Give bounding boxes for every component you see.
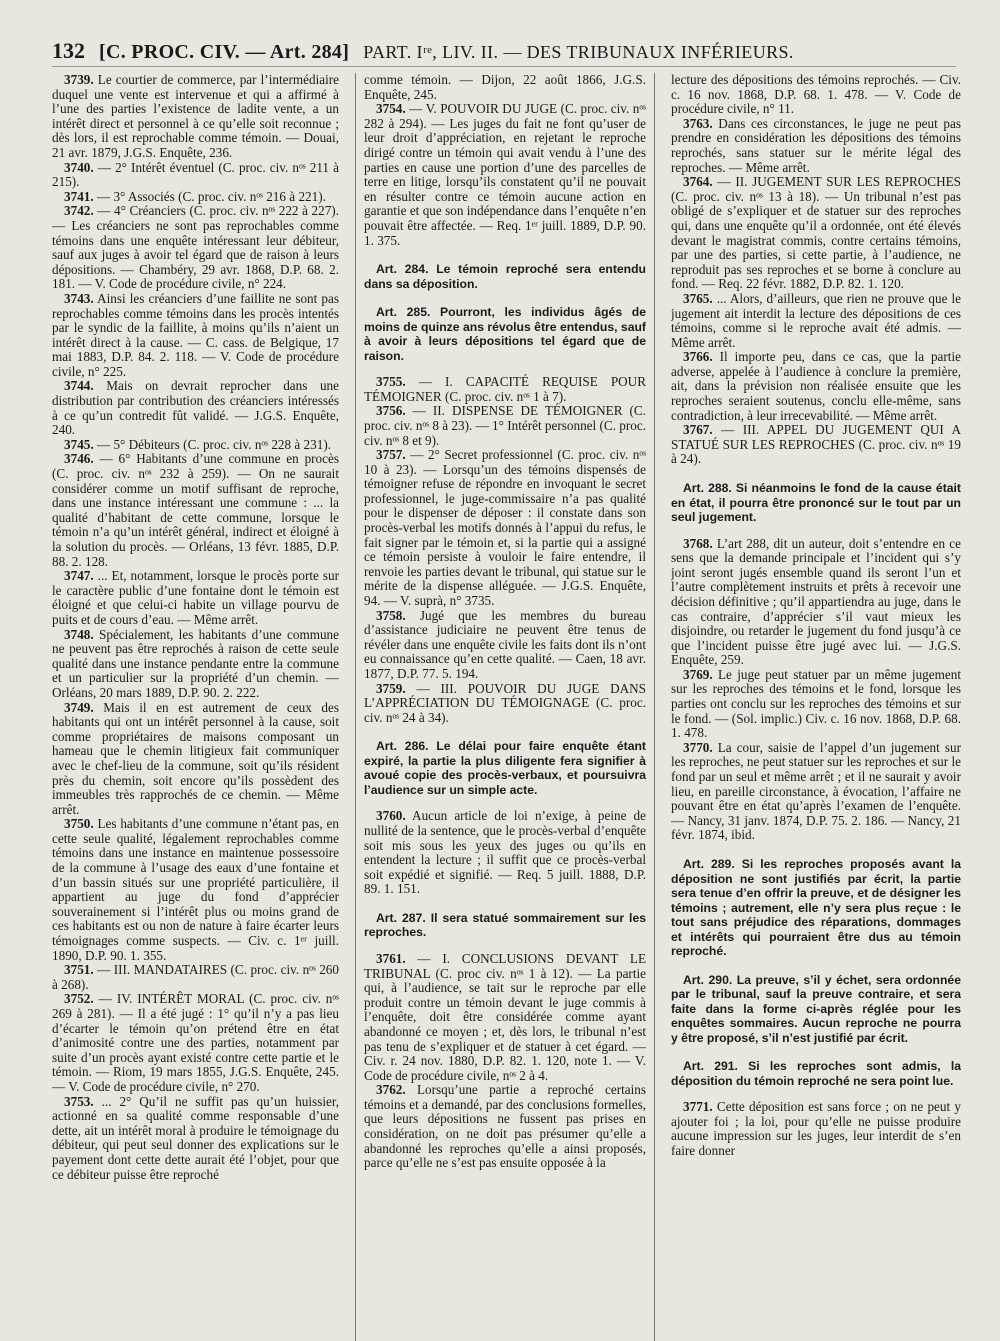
paragraph-text: — 5° Débiteurs (C. proc. civ. nᵒˢ 228 à 231). xyxy=(93,436,332,452)
paragraph-number: 3739. xyxy=(64,73,94,87)
paragraph-number: 3768. xyxy=(683,535,713,551)
paragraph-text: — I. CAPACITÉ REQUISE POUR TÉMOIGNER (C. proc. civ. nᵒˢ 1 à 7). xyxy=(364,374,646,404)
numbered-paragraph xyxy=(364,375,646,404)
page-number: 132 xyxy=(52,38,85,63)
paragraph-text: Cette déposition est sans force ; on ne peut y ajouter foi ; la loi, pour qu’elle ne puisse produire aucune impression sur les juges, leur interdit de s’en faire donner xyxy=(671,1099,961,1158)
paragraph-number: 3762. xyxy=(376,1082,406,1098)
paragraph-text: — II. DISPENSE DE TÉMOIGNER (C. proc. civ. nᵒˢ 8 à 23). — 1° Intérêt personnel (C. proc. civ. nᵒˢ 8 et 9). xyxy=(364,403,647,448)
article-286: Art. 286. Le délai pour faire enquête étant expiré, la partie la plus diligente fera signifier à avoué copie des procès-verbaux, et poursuivra l’audience sur un simple acte. xyxy=(364,739,646,797)
paragraph-number: 3744. xyxy=(64,378,94,394)
header-code-reference: [C. PROC. CIV. — Art. 284] xyxy=(99,41,350,63)
article-289: Art. 289. Si les reproches proposés avant la déposition ne sont justifiés par écrit, la partie sera tenue d’en offrir la preuve, et de désigner les témoins ; autrement, elle n’y sera plus reçue : le tout sans préjudice des réparations, dommages et intérêts qui pourraient être dus au témoin reproché. xyxy=(671,857,961,958)
numbered-paragraph xyxy=(671,423,961,467)
paragraph-number: 3771. xyxy=(683,1099,713,1114)
paragraph-text: Il importe peu, dans ce cas, que la partie adverse, appelée à l’audience à conclure la première, ait, dans la prévision non réalisée ensuite que les reproches seraient soutenus, conclu elle-même, sans contradiction, à leur irrecevabilité. — Même arrêt. xyxy=(671,349,961,423)
paragraph-text: L’art 288, dit un auteur, doit s’entendre en ce sens que la demande principale et l’incident qui s’y joint seront jugés ensemble quand ils seront l’un et l’autre complètement instruits et prêts à recevoir une décision définitive ; qu’il appartiendra au juge, dans le cas contraire, d’apprécier s’il vaut mieux les disjoindre, ou retarder le jugement du fond jusqu’à ce que l’incident puisse être jugé avec lui. — J.G.S. Enquête, 259. xyxy=(671,535,961,668)
paragraph-group xyxy=(364,375,646,725)
numbered-paragraph xyxy=(52,963,339,992)
paragraph-text: Le juge peut statuer par un même jugement sur les reproches des témoins et le fond, lorsque les parties ont conclu sur les reproches des témoins et sur le fond. — (Sol. implic.) Civ. c. 16 nov. 1868, D.P. 68. 1. 478. xyxy=(671,666,961,741)
numbered-paragraph xyxy=(671,1100,961,1158)
running-header xyxy=(52,38,956,67)
text-columns xyxy=(52,73,961,1341)
paragraph-text: — III. POUVOIR DU JUGE DANS L’APPRÉCIATION DU TÉMOIGNAGE (C. proc. civ. nᵒˢ 24 à 34). xyxy=(364,680,646,725)
paragraph-number: 3742. xyxy=(64,203,94,219)
article-288: Art. 288. Si néanmoins le fond de la cause était en état, il pourra être prononcé sur le tout par un seul jugement. xyxy=(671,481,961,525)
paragraph-text: Spécialement, les habitants d’une commune ne peuvent pas être reprochés à raison de cette seule qualité dans une instance pendante entre la commune et un particulier sur la propriété d’un chemin. — Orléans, 20 mars 1889, D.P. 90. 2. 222. xyxy=(52,626,339,700)
paragraph-number: 3759. xyxy=(376,680,406,696)
paragraph-text: Aucun article de loi n’exige, à peine de nullité de la sentence, que le procès-verbal d’enquête soit mis sous les yeux des juges ou qu’ils en entendent la lecture ; il suffit que ce procès-verbal soit expédié et signifié. — Req. 5 juill. 1888, D.P. 89. 1. 151. xyxy=(364,808,646,897)
paragraph-group xyxy=(671,117,961,467)
numbered-paragraph xyxy=(671,350,961,423)
article-290: Art. 290. La preuve, s’il y échet, sera ordonnée par le tribunal, sauf la preuve contraire, et sera faite dans la forme ci-après réglée pour les enquêtes sommaires. Aucun reproche ne pourra y être proposé, s’il n’est justifié par écrit. xyxy=(671,972,961,1045)
numbered-paragraph xyxy=(52,204,339,292)
numbered-paragraph xyxy=(52,379,339,437)
paragraph-number: 3741. xyxy=(64,188,94,204)
paragraph-text: — IV. INTÉRÊT MORAL (C. proc. civ. nᵒˢ 269 à 281). — Il a été jugé : 1° qu’il n’y a pas lieu d’écarter le témoin qu’on prétend être en état d’animosité contre une des parties, notamment par suite d’un procès ayant existé contre cette partie et le témoin. — Riom, 19 mars 1855, J.G.S. Enquête, 245. — V. Code de procédure civile, n° 270. xyxy=(52,991,339,1094)
paragraph-number: 3758. xyxy=(376,607,406,623)
paragraph-text: Ainsi les créanciers d’une faillite ne sont pas reprochables comme témoins dans les procès intentés par le syndic de la faillite, à moins qu’ils n’aient un intérêt direct à la cause. — C. cass. de Belgique, 17 mai 1883, D.P. 84. 2. 118. — V. Code de procédure civile, n° 225. xyxy=(52,290,339,379)
numbered-paragraph xyxy=(364,448,646,609)
paragraph-number: 3760. xyxy=(376,808,406,824)
numbered-paragraph xyxy=(671,537,961,668)
paragraph-group xyxy=(364,102,646,248)
paragraph-number: 3740. xyxy=(64,159,94,175)
paragraph-text: Lorsqu’une partie a reproché certains témoins et a demandé, par des conclusions formelles, que leurs dépositions ne fussent pas prises en considération, on ne doit pas présumer qu’elle a abandonné les reproches qu’elle a ainsi proposés, parce qu’elle ne s’est pas ensuite opposée à la xyxy=(364,1082,646,1171)
paragraph-group xyxy=(364,809,646,897)
numbered-paragraph xyxy=(52,452,339,569)
article-291: Art. 291. Si les reproches sont admis, la déposition du témoin reproché ne sera point lue. xyxy=(671,1059,961,1088)
numbered-paragraph xyxy=(364,102,646,248)
numbered-paragraph xyxy=(52,817,339,963)
numbered-paragraph xyxy=(364,404,646,448)
paragraph-text: — 3° Associés (C. proc. civ. nᵒˢ 216 à 221). xyxy=(93,188,326,204)
paragraph-text: Mais il en est autrement de ceux des habitants qui ont un intérêt personnel à la cause, soit comme propriétaires de maisons composant un hameau que le chemin litigieux fait communiquer avec le chef-lieu de la commune, soit qu’ils résident près du chemin, soit encore qu’ils possèdent des immeubles très rapprochés de ce chemin. — Même arrêt. xyxy=(52,699,339,817)
paragraph-number: 3743. xyxy=(64,290,94,306)
paragraph-number: 3767. xyxy=(683,422,713,438)
paragraph-group xyxy=(671,537,961,843)
numbered-paragraph xyxy=(52,628,339,701)
paragraph-text: — 2° Secret professionnel (C. proc. civ. nᵒˢ 10 à 23). — Lorsqu’un des témoins dispensés de témoigner refuse de répondre en invoquant le secret professionnel, le juge-commissaire n’a pas qualité pour le dispenser de déposer : il constate dans son procès-verbal les motifs donnés à l’appui du refus, le fait signer par le témoin et, si la partie qui a assigné ce témoin persiste à vouloir le faire entendre, il renvoie les parties devant le tribunal, qui statue sur le mérite de la dispense alléguée. — J.G.S. Enquête, 94. — V. suprà, n° 3735. xyxy=(364,447,646,609)
numbered-paragraph xyxy=(52,1095,339,1183)
paragraph-number: 3763. xyxy=(683,115,713,131)
paragraph-number: 3764. xyxy=(683,174,713,190)
header-section-title: PART. Iʳᵉ, LIV. II. — DES TRIBUNAUX INFÉRIEURS. xyxy=(363,42,794,62)
numbered-paragraph xyxy=(364,682,646,726)
continued-paragraph: lecture des dépositions des témoins reprochés. — Civ. c. 16 nov. 1868, D.P. 68. 1. 478. — V. Code de procédure civile, n° 11. xyxy=(671,73,961,117)
paragraph-text: Mais on devrait reprocher dans une distribution par contribution des créanciers intéressés à ce qu’un contredit fût validé. — J.G.S. Enquête, 240. xyxy=(52,378,339,438)
paragraph-number: 3748. xyxy=(64,626,94,642)
paragraph-text: — 2° Intérêt éventuel (C. proc. civ. nᵒˢ 211 à 215). xyxy=(52,159,339,190)
paragraph-text: — I. CONCLUSIONS DEVANT LE TRIBUNAL (C. proc civ. nᵒˢ 1 à 12). — La partie qui, à l’audience, se tait sur le reproche par elle produit contre un témoin devant le juge commis à l’enquête, doit être considérée comme ayant abandonné ce moyen ; et, dès lors, le tribunal n’est pas tenu de s’expliquer et de statuer à cet égard. — Civ. r. 24 nov. 1880, D.P. 82. 1. 120, note 1. — V. Code de procédure civile, nᵒˢ 2 à 4. xyxy=(364,950,646,1083)
paragraph-number: 3754. xyxy=(376,101,406,117)
numbered-paragraph xyxy=(52,161,339,190)
paragraph-number: 3755. xyxy=(376,374,406,390)
numbered-paragraph xyxy=(364,1083,646,1171)
paragraph-text: ... Alors, d’ailleurs, que rien ne prouve que le jugement ait interdit la lecture des dépositions de ces témoins, comme si le reproche avait été admis. — Même arrêt. xyxy=(671,290,961,350)
numbered-paragraph xyxy=(364,952,646,1083)
paragraph-text: — II. JUGEMENT SUR LES REPROCHES (C. proc. civ. nᵒˢ 13 à 18). — Un tribunal n’est pas obligé de s’expliquer et de statuer sur des reproches qui, dans une enquête qu’il a ordonnée, ont été élevés devant le magistrat commis, contre certains témoins, par une des parties, si cette partie, à l’audience, ne reproduit pas ses reproches et se borne à conclure au fond. — Req. 22 févr. 1882, D.P. 82. 1. 120. xyxy=(671,174,961,292)
column-middle xyxy=(355,73,655,1341)
article-287: Art. 287. Il sera statué sommairement sur les reproches. xyxy=(364,910,646,940)
numbered-paragraph xyxy=(671,741,961,843)
paragraph-text: Dans ces circonstances, le juge ne peut pas prendre en considération les dépositions des témoins reprochés, sans statuer sur le mérite légal des reproches. — Même arrêt. xyxy=(671,115,961,175)
numbered-paragraph xyxy=(52,701,339,818)
numbered-paragraph xyxy=(364,809,646,897)
numbered-paragraph xyxy=(671,668,961,741)
numbered-paragraph xyxy=(52,438,339,453)
numbered-paragraph xyxy=(52,292,339,380)
paragraph-text: — III. MANDATAIRES (C. proc. civ. nᵒˢ 260 à 268). xyxy=(52,962,339,992)
numbered-paragraph xyxy=(671,175,961,292)
paragraph-number: 3745. xyxy=(64,436,94,452)
paragraph-text: Jugé que les membres du bureau d’assistance judiciaire ne peuvent être tenus de révéler dans une enquête civile les faits dont ils n’ont eu connaissance qu’en cette qualité. — Caen, 18 avr. 1877, D.P. 77. 5. 194. xyxy=(364,607,646,681)
paragraph-text: — V. POUVOIR DU JUGE (C. proc. civ. nᵒˢ 282 à 294). — Les juges du fait ne font qu’user de leur droit d’appréciation, en rejetant le reproche dirigé contre un témoin qui avait vendu à l’une des parties en cause une portion d’une des parcelles de terre en litige, lorsqu’ils constatent qu’il ne pouvait en résulter contre ce témoin aucune action en garantie et que son indépendance dans l’enquête n’en pouvait être affectée. — Req. 1ᵉʳ juill. 1889, D.P. 90. 1. 375. xyxy=(364,101,646,248)
paragraph-number: 3749. xyxy=(64,699,94,715)
paragraph-text: Les habitants d’une commune n’étant pas, en cette seule qualité, légalement reprochables comme témoins dans une instance en maintenue possessoire de la commune à l’usage des eaux d’une fontaine et d’un bassin situés sur une propriété particulière, il appartient au juge du fond d’apprécier souverainement si l’intérêt plus ou moins grand de ces habitants est ou non de nature à faire écarter leurs témoignages comme suspects. — Civ. c. 1ᵉʳ juill. 1890, D.P. 90. 1. 355. xyxy=(52,816,339,963)
article-284: Art. 284. Le témoin reproché sera entendu dans sa déposition. xyxy=(364,262,646,291)
paragraph-number: 3750. xyxy=(64,816,94,832)
paragraph-number: 3761. xyxy=(376,950,406,966)
numbered-paragraph xyxy=(52,569,339,627)
paragraph-text: ... Et, notamment, lorsque le procès porte sur le caractère public d’une fontaine dont le témoin est éloigné et que celui-ci habite un village pourvu de puits et de cours d’eau. — Même arrêt. xyxy=(52,568,339,627)
paragraph-number: 3747. xyxy=(64,568,94,584)
column-right xyxy=(671,73,961,1341)
paragraph-text: ... 2° Qu’il ne suffit pas qu’un huissier, actionné en sa qualité comme responsable d’une dette, ait un intérêt moral à produire le témoignage du débiteur, qui peut seul donner des explications sur le payement dont cette dette aurait été l’objet, pour que ce débiteur puisse être reproché xyxy=(52,1093,339,1182)
numbered-paragraph xyxy=(671,117,961,175)
paragraph-group xyxy=(364,952,646,1171)
paragraph-text: — III. APPEL DU JUGEMENT QUI A STATUÉ SUR LES REPROCHES (C. proc. civ. nᵒˢ 19 à 24). xyxy=(671,422,961,467)
paragraph-number: 3766. xyxy=(683,349,713,365)
paragraph-text: — 6° Habitants d’une commune en procès (C. proc. civ. nᵒˢ 232 à 259). — On ne saurait considérer comme un motif suffisant de reproche, dans une instance intéressant une commune : ... la qualité d’habitant de cette commune, lorsque le témoin n’a qu’un intérêt général, indirect et éloigné à la solution du procès. — Orléans, 13 févr. 1885, D.P. 88. 2. 128. xyxy=(52,451,339,569)
paragraph-number: 3753. xyxy=(64,1093,94,1109)
column-left xyxy=(52,73,339,1341)
numbered-paragraph xyxy=(52,73,339,161)
numbered-paragraph xyxy=(52,992,339,1094)
paragraph-number: 3757. xyxy=(376,447,406,463)
paragraph-number: 3770. xyxy=(683,739,713,755)
paragraph-number: 3765. xyxy=(683,290,713,306)
paragraph-number: 3769. xyxy=(683,666,713,682)
numbered-paragraph xyxy=(52,190,339,205)
paragraph-text: La cour, saisie de l’appel d’un jugement sur les reproches, ne peut statuer sur les reproches et sur le fond par un seul et même arrêt ; et il ne saurait y avoir lieu, en pareille circonstance, à évocation, l’affaire ne pouvant être en état qu’après l’examen de l’enquête. — Nancy, 31 janv. 1874, D.P. 75. 2. 186. — Nancy, 21 févr. 1874, ibid. xyxy=(671,739,961,843)
paragraph-text: Le courtier de commerce, par l’intermédiaire duquel une vente est intervenue et qui a affirmé à l’une des parties l’existence de ladite vente, a un intérêt direct et personnel à ce qu’elle soit reconnue ; dès lors, il est reprochable comme témoin. — Douai, 21 avr. 1879, J.G.S. Enquête, 236. xyxy=(52,73,339,160)
paragraph-number: 3756. xyxy=(376,403,406,419)
paragraph-number: 3752. xyxy=(64,991,94,1007)
paragraph-number: 3746. xyxy=(64,451,94,467)
numbered-paragraph xyxy=(364,609,646,682)
numbered-paragraph xyxy=(671,292,961,350)
paragraph-text: — 4° Créanciers (C. proc. civ. nᵒˢ 222 à 227). — Les créanciers ne sont pas reprochables comme témoins dans une enquête intéressant leur débiteur, sauf aux juges à avoir tel égard que de raison à leurs dépositions. — Chambéry, 29 avr. 1868, D.P. 68. 2. 181. — V. Code de procédure civile, n° 224. xyxy=(52,203,339,292)
paragraph-number: 3751. xyxy=(64,962,94,978)
paragraph-group xyxy=(671,1100,961,1158)
continued-paragraph: comme témoin. — Dijon, 22 août 1866, J.G.S. Enquête, 245. xyxy=(364,73,646,102)
article-285: Art. 285. Pourront, les individus âgés de moins de quinze ans révolus être entendus, sauf à avoir à leurs dépositions tel égard que de raison. xyxy=(364,305,646,363)
